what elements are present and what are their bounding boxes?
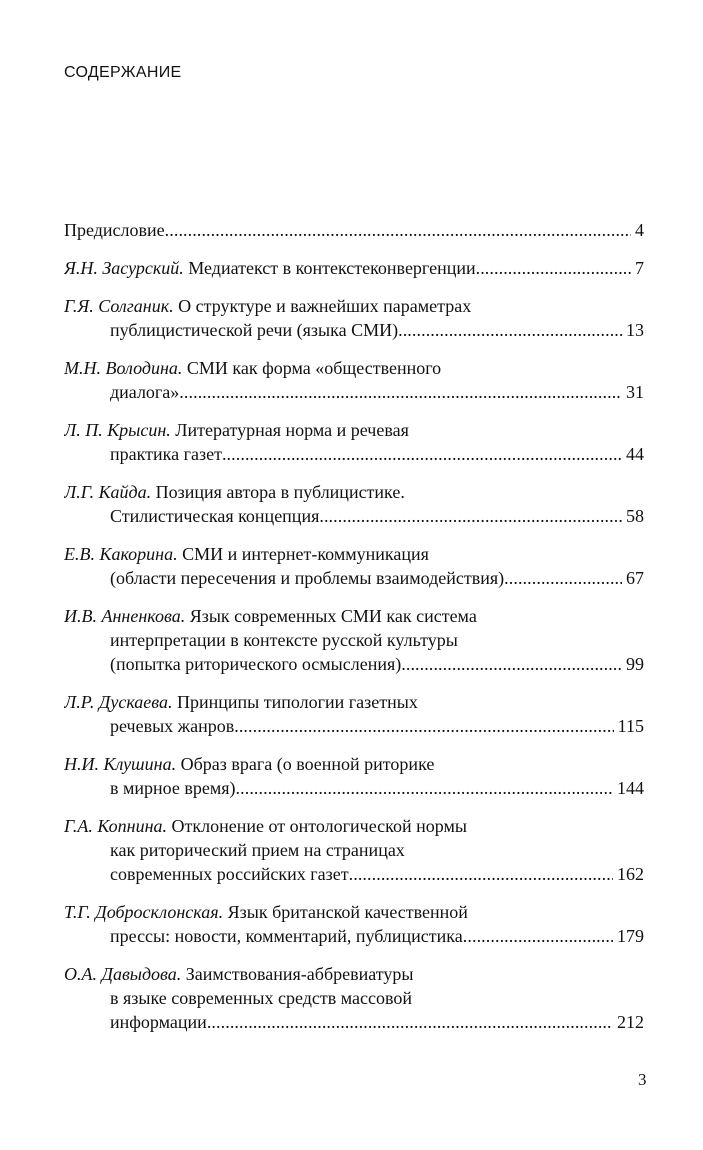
toc-line (64, 900, 644, 924)
toc-entry[interactable] (64, 256, 644, 280)
toc-entry[interactable] (64, 418, 644, 466)
dot-leader (349, 862, 613, 886)
toc-page-number: 99 (626, 654, 644, 674)
toc-title: Литературная норма и речевая (175, 420, 409, 440)
toc-line (64, 752, 644, 776)
toc-line (64, 294, 644, 318)
toc-line (64, 318, 644, 342)
toc-line (64, 838, 644, 862)
toc-page-number: 179 (617, 926, 644, 946)
toc-title: СМИ как форма «общественного (186, 358, 442, 378)
toc-line (64, 218, 644, 242)
toc-line (64, 504, 644, 528)
toc-line (64, 418, 644, 442)
toc-author: Е.В. Какорина. (64, 544, 178, 564)
page-number: 3 (638, 1070, 647, 1089)
toc-title: Стилистическая концепция (110, 506, 320, 526)
toc-page-number: 31 (626, 382, 644, 402)
toc-author: Л. П. Крысин. (64, 420, 171, 440)
toc-title: Принципы типологии газетных (176, 692, 418, 712)
toc-title: Позиция автора в публицистике. (155, 482, 405, 502)
toc-title: (попытка риторического осмысления) (110, 654, 402, 674)
toc-line (64, 690, 644, 714)
toc-line (64, 256, 644, 280)
toc-line (64, 380, 644, 404)
toc-entry[interactable] (64, 752, 644, 800)
toc-line-text (110, 566, 504, 590)
toc-line-text (64, 256, 476, 280)
toc-line (64, 542, 644, 566)
toc-page-number: 4 (635, 220, 644, 240)
dot-leader (222, 442, 622, 466)
toc-entry[interactable] (64, 356, 644, 404)
toc-page-number: 144 (617, 778, 644, 798)
toc-line (64, 776, 644, 800)
toc-entry[interactable] (64, 900, 644, 948)
toc-author: Н.И. Клушина. (64, 754, 177, 774)
toc-line-text (110, 862, 349, 886)
dot-leader (319, 504, 622, 528)
toc-entry[interactable] (64, 814, 644, 886)
toc-line (64, 566, 644, 590)
toc-line-text (110, 380, 179, 404)
toc-author: Л.Р. Дускаева. (64, 692, 173, 712)
toc-line-text (110, 652, 401, 676)
toc-title: Язык современных СМИ как система (189, 606, 477, 626)
dot-leader (401, 652, 622, 676)
toc-author: Я.Н. Засурский. (64, 258, 184, 278)
toc-author: О.А. Давыдова. (64, 964, 182, 984)
toc-page-number: 67 (626, 568, 644, 588)
toc-page-number: 115 (617, 716, 644, 736)
toc-entry[interactable] (64, 294, 644, 342)
toc-title: как риторический прием на страницах (110, 840, 405, 860)
toc-title: Предисловие (64, 220, 165, 240)
toc-title: информации (110, 1012, 207, 1032)
toc-line (64, 480, 644, 504)
toc-line-text (110, 776, 236, 800)
toc-line (64, 814, 644, 838)
toc-author: Г.Я. Солганик. (64, 296, 174, 316)
toc-line-text (110, 318, 398, 342)
page-title: СОДЕРЖАНИЕ (64, 64, 182, 81)
dot-leader (179, 380, 622, 404)
toc-page-number: 58 (626, 506, 644, 526)
toc-page-number: 13 (626, 320, 644, 340)
toc-line (64, 986, 644, 1010)
dot-leader (207, 1010, 613, 1034)
toc-entry[interactable] (64, 218, 644, 242)
dot-leader (476, 256, 631, 280)
toc-entry[interactable] (64, 480, 644, 528)
toc-page-number: 162 (617, 864, 644, 884)
toc-title: Образ врага (о военной риторике (180, 754, 435, 774)
toc-line-text (64, 218, 165, 242)
toc-line-text (110, 504, 319, 528)
dot-leader (398, 318, 622, 342)
toc-line (64, 442, 644, 466)
toc-title: О структуре и важнейших параметрах (178, 296, 472, 316)
toc-title: Медиатекст в контекстеконвергенции (188, 258, 476, 278)
toc-line (64, 962, 644, 986)
toc-title: практика газет (110, 444, 222, 464)
toc-title: прессы: новости, комментарий, публицистика (110, 926, 463, 946)
toc-title: современных российских газет (110, 864, 349, 884)
toc-line (64, 628, 644, 652)
toc-entry[interactable] (64, 962, 644, 1034)
toc-line (64, 356, 644, 380)
dot-leader (236, 776, 613, 800)
toc-entry[interactable] (64, 690, 644, 738)
toc-line (64, 604, 644, 628)
toc-author: Т.Г. Добросклонская. (64, 902, 224, 922)
toc-title: Заимствования-аббревиатуры (185, 964, 414, 984)
dot-leader (234, 714, 613, 738)
toc-title: Отклонение от онтологической нормы (171, 816, 467, 836)
toc-line-text (110, 1010, 207, 1034)
toc-author: Л.Г. Кайда. (64, 482, 152, 502)
toc-line (64, 862, 644, 886)
toc-line (64, 924, 644, 948)
toc-line (64, 1010, 644, 1034)
toc-title: (области пересечения и проблемы взаимодействия) (110, 568, 505, 588)
toc-author: Г.А. Копнина. (64, 816, 168, 836)
toc-line-text (110, 714, 234, 738)
toc-entry[interactable] (64, 542, 644, 590)
toc-title: речевых жанров (110, 716, 235, 736)
toc-line (64, 714, 644, 738)
toc-page-number: 7 (635, 258, 644, 278)
toc-title: СМИ и интернет-коммуникация (182, 544, 429, 564)
toc-title: диалога» (110, 382, 180, 402)
toc-author: И.В. Анненкова. (64, 606, 186, 626)
table-of-contents (64, 218, 644, 1048)
dot-leader (165, 218, 631, 242)
toc-line (64, 652, 644, 676)
toc-title: интерпретации в контексте русской культуры (110, 630, 458, 650)
dot-leader (504, 566, 622, 590)
toc-title: публицистической речи (языка СМИ) (110, 320, 399, 340)
toc-page-number: 44 (626, 444, 644, 464)
toc-line-text (110, 924, 463, 948)
toc-page-number: 212 (617, 1012, 644, 1032)
toc-title: в мирное время) (110, 778, 236, 798)
toc-title: Язык британской качественной (227, 902, 468, 922)
toc-entry[interactable] (64, 604, 644, 676)
toc-author: М.Н. Володина. (64, 358, 183, 378)
dot-leader (463, 924, 613, 948)
toc-title: в языке современных средств массовой (110, 988, 412, 1008)
toc-line-text (110, 442, 222, 466)
